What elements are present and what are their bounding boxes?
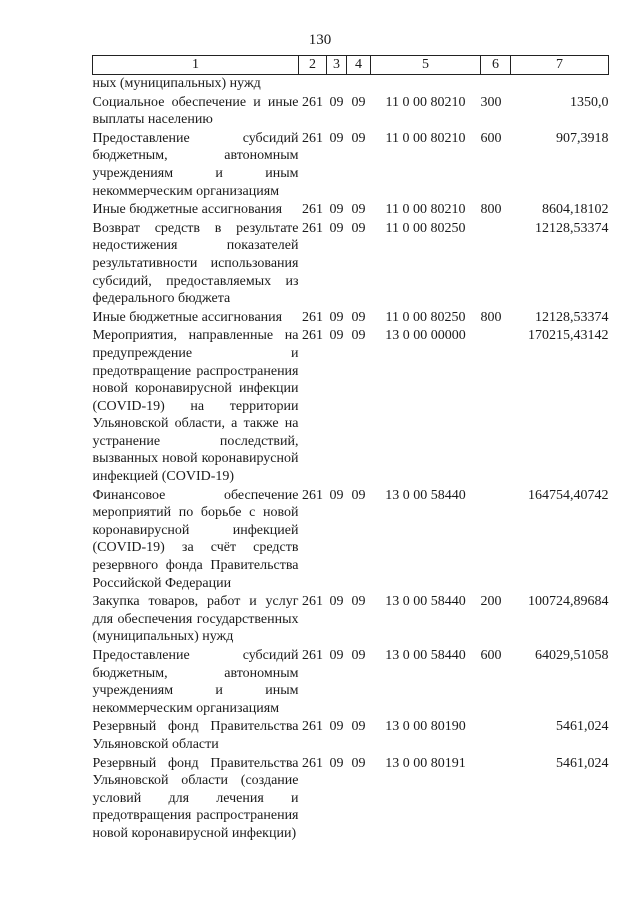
cell-col7: 5461,024 bbox=[556, 719, 609, 735]
cell-col4: 09 bbox=[351, 755, 366, 771]
cell-col6: 600 bbox=[480, 130, 502, 146]
column-header: 7 bbox=[511, 56, 609, 75]
column-header: 3 bbox=[327, 56, 347, 75]
cell-name: ных (муниципальных) нужд bbox=[92, 76, 261, 91]
table-row bbox=[93, 487, 609, 594]
column-header: 1 bbox=[93, 56, 299, 75]
cell-col6: 800 bbox=[480, 202, 502, 218]
cell-col3: 09 bbox=[329, 309, 344, 325]
column-header: 5 bbox=[371, 56, 481, 75]
table-row bbox=[93, 647, 609, 718]
cell-col4: 09 bbox=[351, 220, 366, 236]
cell-col2: 261 bbox=[302, 220, 323, 236]
cell-name: Резервный фонд Правительства Ульяновской области (создание условий для лечения и предотвращения распространения новой коронавирусной инфекции) bbox=[92, 755, 299, 841]
cell-col5: 13 0 00 58440 bbox=[385, 594, 466, 610]
cell-col3: 09 bbox=[329, 220, 344, 236]
table-row bbox=[93, 327, 609, 486]
table-row bbox=[93, 309, 609, 328]
cell-col3: 09 bbox=[329, 719, 344, 735]
cell-name: Финансовое обеспечение мероприятий по борьбе с новой коронавирусной инфекцией (COVID-19) за счёт средств резервного фонда Правительства Российской Федерации bbox=[92, 487, 299, 591]
table-header-row bbox=[93, 56, 609, 75]
cell-col6 bbox=[481, 755, 511, 844]
cell-col2: 261 bbox=[302, 130, 323, 146]
cell-col3: 09 bbox=[329, 328, 344, 344]
table-row bbox=[93, 130, 609, 201]
cell-col6 bbox=[481, 487, 511, 594]
cell-col4 bbox=[347, 75, 371, 94]
cell-col7: 8604,18102 bbox=[542, 202, 609, 218]
cell-col3: 09 bbox=[329, 202, 344, 218]
table-row bbox=[93, 593, 609, 647]
cell-col5: 11 0 00 80210 bbox=[385, 130, 466, 146]
cell-col6 bbox=[481, 327, 511, 486]
cell-name: Закупка товаров, работ и услуг для обеспечения государственных (муниципальных) нужд bbox=[92, 594, 299, 645]
cell-col6: 300 bbox=[480, 94, 502, 110]
cell-col5: 11 0 00 80250 bbox=[385, 220, 466, 236]
cell-col5 bbox=[371, 75, 481, 94]
cell-col5: 13 0 00 80191 bbox=[385, 755, 466, 771]
cell-name: Предоставление субсидий бюджетным, автономным учреждениям и иным некоммерческим организациям bbox=[92, 648, 299, 716]
cell-col6: 200 bbox=[480, 594, 502, 610]
cell-col2: 261 bbox=[302, 202, 323, 218]
cell-col5: 13 0 00 80190 bbox=[385, 719, 466, 735]
cell-col2 bbox=[299, 75, 327, 94]
cell-col2: 261 bbox=[302, 94, 323, 110]
table-row bbox=[93, 75, 609, 94]
cell-col7: 170215,43142 bbox=[528, 328, 609, 344]
cell-col7: 907,3918 bbox=[556, 130, 609, 146]
cell-col3: 09 bbox=[329, 487, 344, 503]
cell-col2: 261 bbox=[302, 648, 323, 663]
cell-col6 bbox=[481, 75, 511, 94]
cell-name: Иные бюджетные ассигнования bbox=[92, 309, 283, 325]
cell-col2: 261 bbox=[302, 719, 323, 735]
cell-col4: 09 bbox=[351, 487, 366, 503]
cell-name: Социальное обеспечение и иные выплаты населению bbox=[92, 94, 299, 128]
cell-col7: 12128,53374 bbox=[535, 220, 609, 236]
page-number: 130 bbox=[308, 32, 332, 48]
cell-col5: 11 0 00 80210 bbox=[385, 202, 466, 218]
column-header: 2 bbox=[299, 56, 327, 75]
cell-name: Предоставление субсидий бюджетным, автономным учреждениям и иным некоммерческим организациям bbox=[92, 130, 299, 199]
cell-col4: 09 bbox=[351, 130, 366, 146]
cell-col7 bbox=[511, 75, 609, 94]
cell-col2: 261 bbox=[302, 755, 323, 771]
cell-col4: 09 bbox=[351, 328, 366, 344]
table-row bbox=[93, 94, 609, 130]
cell-col7: 64029,51058 bbox=[535, 648, 609, 663]
cell-col2: 261 bbox=[302, 487, 323, 503]
cell-col4: 09 bbox=[351, 94, 366, 110]
table-row bbox=[93, 201, 609, 220]
column-header: 6 bbox=[481, 56, 511, 75]
cell-col7: 100724,89684 bbox=[528, 594, 609, 610]
column-header: 4 bbox=[347, 56, 371, 75]
cell-col5: 13 0 00 00000 bbox=[385, 328, 466, 344]
budget-table bbox=[92, 55, 609, 844]
cell-name: Иные бюджетные ассигнования bbox=[92, 202, 283, 218]
cell-col4: 09 bbox=[351, 648, 366, 663]
cell-col3: 09 bbox=[329, 94, 344, 110]
cell-col2: 261 bbox=[302, 309, 323, 325]
cell-col3 bbox=[327, 75, 347, 94]
cell-col6 bbox=[481, 718, 511, 754]
cell-col7: 5461,024 bbox=[556, 755, 609, 771]
table-row bbox=[93, 220, 609, 309]
cell-col5: 11 0 00 80210 bbox=[385, 94, 466, 110]
cell-col6: 800 bbox=[480, 309, 502, 325]
table-row bbox=[93, 755, 609, 844]
cell-col3: 09 bbox=[329, 130, 344, 146]
cell-col3: 09 bbox=[329, 594, 344, 610]
cell-col7: 164754,40742 bbox=[528, 487, 609, 503]
cell-col7: 12128,53374 bbox=[535, 309, 609, 325]
table-row bbox=[93, 718, 609, 754]
cell-col4: 09 bbox=[351, 202, 366, 218]
cell-col2: 261 bbox=[302, 594, 323, 610]
cell-col4: 09 bbox=[351, 719, 366, 735]
cell-col6 bbox=[481, 220, 511, 309]
cell-col3: 09 bbox=[329, 648, 344, 663]
cell-col5: 13 0 00 58440 bbox=[385, 487, 466, 503]
cell-col7: 1350,0 bbox=[570, 94, 609, 110]
cell-col6: 600 bbox=[480, 648, 502, 663]
cell-col5: 13 0 00 58440 bbox=[385, 648, 466, 663]
cell-col3: 09 bbox=[329, 755, 344, 771]
cell-col5: 11 0 00 80250 bbox=[385, 309, 466, 325]
cell-name: Возврат средств в результате недостижения показателей результативности использования субсидий, предоставляемых из федерального бюджета bbox=[92, 220, 299, 307]
cell-name: Резервный фонд Правительства Ульяновской области bbox=[92, 719, 299, 752]
cell-col4: 09 bbox=[351, 309, 366, 325]
cell-name: Мероприятия, направленные на предупреждение и предотвращение распространения новой коронавирусной инфекции (COVID-19) на территории Ульяновской области, а также на устранение последствий, вызванных новой коронавирусной инфекцией (COVID-19) bbox=[92, 328, 299, 485]
cell-col4: 09 bbox=[351, 594, 366, 610]
cell-col2: 261 bbox=[302, 328, 323, 344]
